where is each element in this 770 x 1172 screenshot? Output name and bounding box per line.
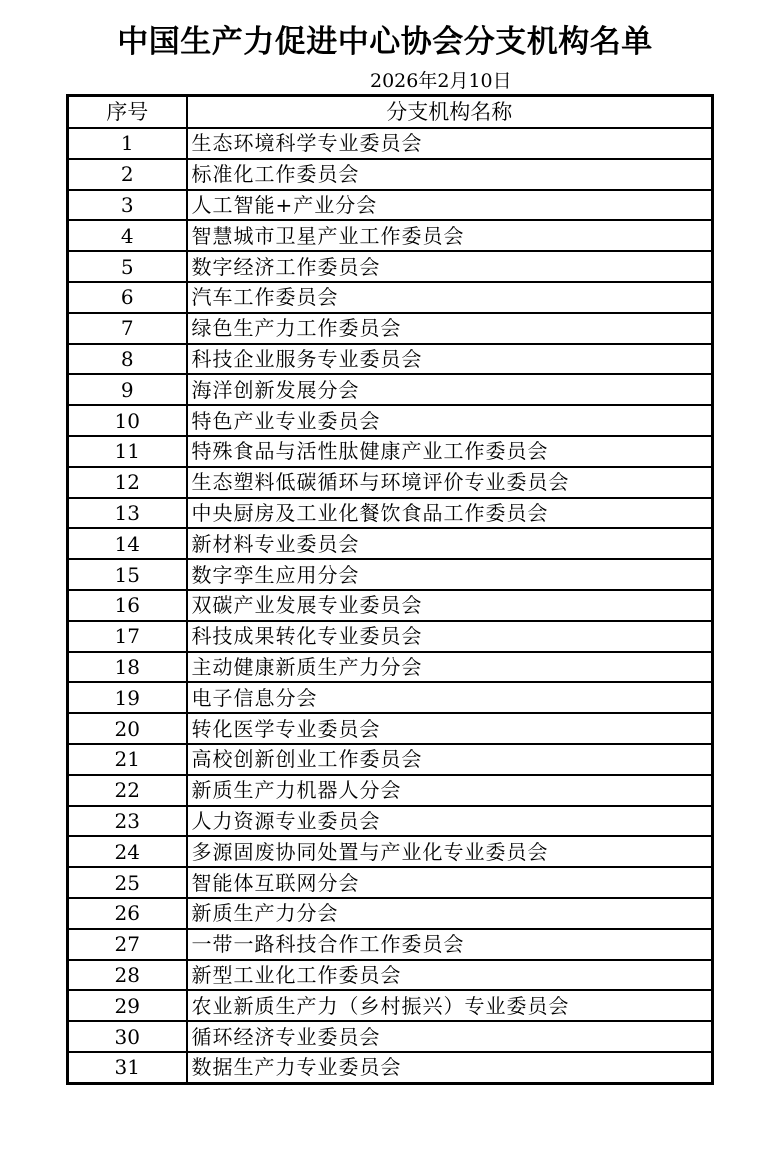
branch-name: 转化医学专业委员会	[187, 713, 713, 744]
row-number: 30	[68, 1021, 187, 1052]
row-number: 6	[68, 282, 187, 313]
row-number: 20	[68, 713, 187, 744]
row-number: 4	[68, 220, 187, 251]
table-row	[68, 159, 713, 190]
row-number: 3	[68, 190, 187, 221]
row-number: 16	[68, 590, 187, 621]
branch-name: 农业新质生产力（乡村振兴）专业委员会	[187, 990, 713, 1021]
table-row	[68, 806, 713, 837]
table-row	[68, 190, 713, 221]
branch-name: 人工智能+产业分会	[187, 190, 713, 221]
table-row	[68, 744, 713, 775]
table-row	[68, 374, 713, 405]
branch-name: 中央厨房及工业化餐饮食品工作委员会	[187, 498, 713, 529]
branch-name: 主动健康新质生产力分会	[187, 652, 713, 683]
row-number: 15	[68, 559, 187, 590]
branch-name: 数字孪生应用分会	[187, 559, 713, 590]
table-row	[68, 344, 713, 375]
branch-name: 智慧城市卫星产业工作委员会	[187, 220, 713, 251]
row-number: 11	[68, 436, 187, 467]
table-row	[68, 898, 713, 929]
branch-name: 多源固废协同处置与产业化专业委员会	[187, 836, 713, 867]
row-number: 26	[68, 898, 187, 929]
table-row	[68, 528, 713, 559]
branch-name: 数据生产力专业委员会	[187, 1052, 713, 1083]
branch-name: 循环经济专业委员会	[187, 1021, 713, 1052]
branch-name: 一带一路科技合作工作委员会	[187, 929, 713, 960]
table-row	[68, 128, 713, 159]
branch-name: 高校创新创业工作委员会	[187, 744, 713, 775]
document-title: 中国生产力促进中心协会分支机构名单	[117, 24, 653, 60]
row-number: 9	[68, 374, 187, 405]
table-row	[68, 652, 713, 683]
header-row	[68, 96, 713, 129]
branch-name: 生态环境科学专业委员会	[187, 128, 713, 159]
table-row	[68, 251, 713, 282]
row-number: 27	[68, 929, 187, 960]
branch-name: 特殊食品与活性肽健康产业工作委员会	[187, 436, 713, 467]
branch-name: 科技成果转化专业委员会	[187, 621, 713, 652]
row-number: 22	[68, 775, 187, 806]
table-row	[68, 436, 713, 467]
table-row	[68, 405, 713, 436]
branch-name: 海洋创新发展分会	[187, 374, 713, 405]
row-number: 24	[68, 836, 187, 867]
row-number: 18	[68, 652, 187, 683]
column-header-number: 序号	[68, 96, 187, 129]
column-header-branch-name: 分支机构名称	[187, 96, 713, 129]
row-number: 8	[68, 344, 187, 375]
row-number: 1	[68, 128, 187, 159]
row-number: 17	[68, 621, 187, 652]
table-row	[68, 498, 713, 529]
table-row	[68, 1021, 713, 1052]
branch-name: 新质生产力机器人分会	[187, 775, 713, 806]
branch-name: 智能体互联网分会	[187, 867, 713, 898]
table-row	[68, 775, 713, 806]
table-row	[68, 621, 713, 652]
branch-table	[66, 94, 714, 1085]
branch-name: 新材料专业委员会	[187, 528, 713, 559]
row-number: 28	[68, 960, 187, 991]
document-date: 2026年2月10日	[370, 70, 512, 92]
branch-name: 数字经济工作委员会	[187, 251, 713, 282]
table-row	[68, 990, 713, 1021]
row-number: 25	[68, 867, 187, 898]
row-number: 7	[68, 313, 187, 344]
branch-name: 汽车工作委员会	[187, 282, 713, 313]
branch-name: 特色产业专业委员会	[187, 405, 713, 436]
table-row	[68, 313, 713, 344]
row-number: 21	[68, 744, 187, 775]
row-number: 2	[68, 159, 187, 190]
branch-name: 双碳产业发展专业委员会	[187, 590, 713, 621]
row-number: 12	[68, 467, 187, 498]
row-number: 10	[68, 405, 187, 436]
table-row	[68, 559, 713, 590]
row-number: 29	[68, 990, 187, 1021]
table-header	[68, 96, 713, 129]
branch-name: 新型工业化工作委员会	[187, 960, 713, 991]
row-number: 19	[68, 682, 187, 713]
branch-name: 电子信息分会	[187, 682, 713, 713]
table-row	[68, 467, 713, 498]
table-row	[68, 867, 713, 898]
table-row	[68, 682, 713, 713]
table-row	[68, 960, 713, 991]
table-row	[68, 713, 713, 744]
table-row	[68, 836, 713, 867]
row-number: 13	[68, 498, 187, 529]
table-row	[68, 1052, 713, 1083]
branch-name: 人力资源专业委员会	[187, 806, 713, 837]
branch-name: 生态塑料低碳循环与环境评价专业委员会	[187, 467, 713, 498]
row-number: 14	[68, 528, 187, 559]
row-number: 23	[68, 806, 187, 837]
row-number: 5	[68, 251, 187, 282]
branch-name: 标准化工作委员会	[187, 159, 713, 190]
branch-name: 科技企业服务专业委员会	[187, 344, 713, 375]
row-number: 31	[68, 1052, 187, 1083]
table-row	[68, 590, 713, 621]
table-body	[68, 128, 713, 1083]
table-row	[68, 929, 713, 960]
branch-name: 新质生产力分会	[187, 898, 713, 929]
table-row	[68, 220, 713, 251]
branch-name: 绿色生产力工作委员会	[187, 313, 713, 344]
table-row	[68, 282, 713, 313]
